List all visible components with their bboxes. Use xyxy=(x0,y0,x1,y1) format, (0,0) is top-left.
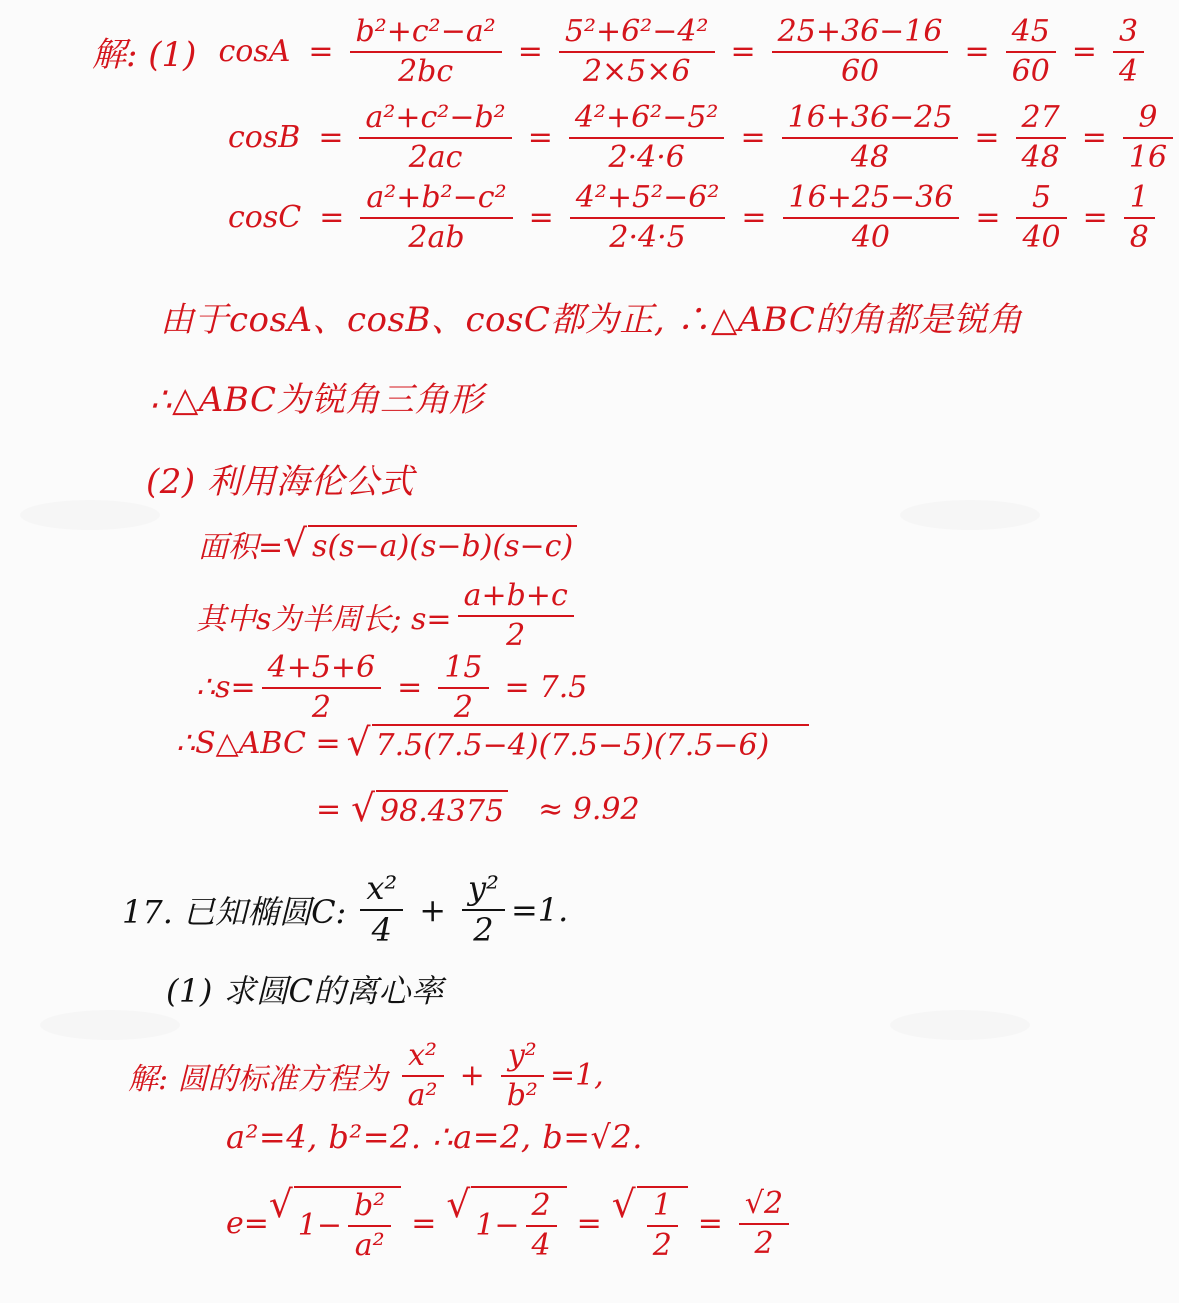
equals: = xyxy=(527,120,553,156)
acute-triangle-conclusion: ∴△ABC为锐角三角形 xyxy=(150,380,484,420)
fraction-bar xyxy=(1016,217,1066,220)
denominator: 40 xyxy=(1022,220,1061,255)
fraction-bar xyxy=(501,1075,544,1078)
denominator: 2 xyxy=(754,1226,774,1261)
denominator: b² xyxy=(506,1078,538,1113)
cosA-label: cosA xyxy=(218,34,291,70)
cosC-sub-frac xyxy=(570,182,726,254)
radical-sign: √ xyxy=(268,1182,293,1226)
numerator: y² xyxy=(507,1038,537,1073)
q17-part1-question: (1) 求圆C的离心率 xyxy=(166,972,444,1010)
watermark xyxy=(40,1010,180,1040)
radicand: 98.4375 xyxy=(376,790,508,829)
area-result-sqrt xyxy=(351,786,508,830)
watermark xyxy=(20,500,160,530)
area-approx: ≈ 9.92 xyxy=(538,792,640,827)
cosA-row xyxy=(92,16,1150,88)
equals: = xyxy=(730,34,756,70)
q17-std-frac-y xyxy=(501,1040,544,1112)
numerator: b²+c²−a² xyxy=(355,14,496,49)
equals: = xyxy=(318,120,344,156)
cosA-num-frac xyxy=(772,16,949,88)
q17-stem-row xyxy=(122,869,569,950)
radicand: 7.5(7.5−4)(7.5−5)(7.5−6) xyxy=(372,724,810,763)
numerator: 4²+6²−5² xyxy=(574,100,719,135)
fraction-bar xyxy=(438,687,488,690)
part2-title: (2) 利用海伦公式 xyxy=(146,462,414,502)
fraction-bar xyxy=(1006,51,1056,54)
fraction-bar xyxy=(458,615,574,618)
q17-solution-suffix: =1, xyxy=(549,1058,604,1094)
q17-std-frac-x xyxy=(402,1040,444,1112)
radical-sign: √ xyxy=(611,1182,636,1226)
equals: = xyxy=(1082,200,1108,236)
numerator: 4²+5²−6² xyxy=(575,180,720,215)
numerator: 1 xyxy=(652,1188,672,1223)
q17-ab-values: a²=4, b²=2. ∴a=2, b=√2. xyxy=(226,1118,643,1156)
denominator: 2ac xyxy=(408,140,463,175)
plus: + xyxy=(459,1058,485,1094)
math-text: 1− xyxy=(475,1208,520,1244)
equals: = xyxy=(504,670,530,706)
cosA-result-frac xyxy=(1113,16,1144,88)
numerator: 25+36−16 xyxy=(777,14,943,49)
numerator: 27 xyxy=(1021,100,1060,135)
radical-sign: √ xyxy=(351,786,376,830)
denominator: 8 xyxy=(1129,220,1149,255)
q17-stem-frac-y xyxy=(462,869,505,950)
fraction xyxy=(647,1190,678,1262)
denominator: 48 xyxy=(850,140,890,175)
numerator: x² xyxy=(366,869,398,907)
radical-sign: √ xyxy=(283,520,308,565)
ecc-result-frac xyxy=(739,1188,789,1260)
equals: = xyxy=(975,200,1001,236)
radicand xyxy=(637,1186,688,1262)
heron-area-row xyxy=(198,522,577,566)
fraction-bar xyxy=(359,137,511,140)
radical-sign: √ xyxy=(346,720,371,764)
ecc-sqrt-1 xyxy=(268,1182,401,1263)
fraction xyxy=(348,1190,391,1262)
numerator: a²+b²−c² xyxy=(366,180,507,215)
radicand: s(s−a)(s−b)(s−c) xyxy=(308,525,577,564)
denominator: 2 xyxy=(506,618,526,653)
equals: = xyxy=(316,792,342,827)
denominator: 40 xyxy=(851,220,890,255)
semi-perimeter-calc-row xyxy=(196,652,587,724)
fraction-bar xyxy=(1113,51,1144,54)
area-label: 面积= xyxy=(198,530,284,565)
cosC-row xyxy=(228,182,1161,254)
numerator: 1 xyxy=(1129,180,1149,215)
cosB-formula-frac xyxy=(359,102,511,174)
fraction-bar xyxy=(569,137,725,140)
cosC-label: cosC xyxy=(228,200,302,236)
denominator: 2·4·5 xyxy=(609,220,686,255)
plus: + xyxy=(419,890,447,929)
cosC-formula-frac xyxy=(360,182,512,254)
eccentricity-row xyxy=(226,1182,795,1263)
s-calc-result: 7.5 xyxy=(539,670,588,706)
fraction-bar xyxy=(360,217,512,220)
numerator: y² xyxy=(468,869,499,907)
cosB-num-frac xyxy=(782,102,959,174)
fraction-bar xyxy=(782,137,959,140)
cosA-sub-frac xyxy=(559,16,715,88)
denominator: a² xyxy=(354,1228,385,1263)
denominator: 48 xyxy=(1021,140,1060,175)
numerator: 16+25−36 xyxy=(788,180,954,215)
watermark xyxy=(890,1010,1030,1040)
numerator: a²+c²−b² xyxy=(365,100,506,135)
area-substitution-sqrt xyxy=(346,720,810,764)
q17-stem-suffix: =1. xyxy=(510,890,569,929)
denominator: 2 xyxy=(473,911,494,950)
fraction-bar xyxy=(1123,137,1173,140)
fraction-bar xyxy=(350,51,502,54)
equals: = xyxy=(319,200,345,236)
semi-perimeter-def-row xyxy=(196,580,580,652)
equals: = xyxy=(964,34,990,70)
numerator: 5²+6²−4² xyxy=(564,14,709,49)
q17-stem-frac-x xyxy=(360,869,403,950)
cosB-label: cosB xyxy=(228,120,301,156)
radicand xyxy=(294,1186,401,1262)
equals: = xyxy=(528,200,554,236)
numerator: 15 xyxy=(444,650,483,685)
numerator: 4+5+6 xyxy=(267,650,376,685)
numerator: b² xyxy=(354,1188,386,1223)
q17-stem-prefix: 17. 已知椭圆C: xyxy=(122,892,347,931)
fraction-bar xyxy=(559,51,715,54)
denominator: 60 xyxy=(840,54,880,89)
denominator: 4 xyxy=(371,911,392,950)
denominator: 60 xyxy=(1011,54,1050,89)
semi-perimeter-label: 其中s为半周长; s= xyxy=(196,601,452,637)
fraction-bar xyxy=(739,1223,789,1226)
cosB-sub-frac xyxy=(569,102,725,174)
area-substitution-row xyxy=(176,720,809,764)
area-result-row xyxy=(316,786,640,830)
numerator: 9 xyxy=(1138,100,1158,135)
fraction-bar xyxy=(262,687,382,690)
radicand xyxy=(471,1186,566,1262)
numerator: 5 xyxy=(1032,180,1052,215)
cosB-row xyxy=(228,102,1179,174)
denominator: 2 xyxy=(652,1228,672,1263)
eccentricity-label: e= xyxy=(226,1206,269,1242)
radical-sign: √ xyxy=(446,1182,471,1226)
cosC-num-frac xyxy=(783,182,960,254)
equals: = xyxy=(397,670,423,706)
denominator: 2 xyxy=(453,690,473,725)
equals: = xyxy=(1081,120,1107,156)
numerator: 3 xyxy=(1118,14,1139,49)
equals: = xyxy=(411,1206,437,1242)
denominator: 2ab xyxy=(408,220,465,255)
denominator: 2 xyxy=(311,690,331,725)
acute-angles-reason: 由于cosA、cosB、cosC都为正, ∴△ABC的角都是锐角 xyxy=(160,300,1023,340)
numerator: 45 xyxy=(1011,14,1050,49)
numerator: a+b+c xyxy=(463,578,568,613)
ecc-sqrt-2 xyxy=(446,1182,566,1263)
denominator: 16 xyxy=(1128,140,1168,175)
s-calc-frac-1 xyxy=(262,652,382,724)
denominator: 4 xyxy=(1118,54,1139,89)
cosC-reduced-frac xyxy=(1016,182,1066,254)
solution-prefix: 解: (1) xyxy=(92,35,197,76)
fraction-bar xyxy=(647,1225,678,1228)
fraction-bar xyxy=(1124,217,1155,220)
q17-solution-row xyxy=(128,1040,604,1112)
equals: = xyxy=(741,200,767,236)
q17-solution-prefix: 解: 圆的标准方程为 xyxy=(128,1061,388,1097)
math-text: 1− xyxy=(297,1208,343,1244)
fraction xyxy=(526,1190,557,1262)
ecc-sqrt-3 xyxy=(611,1182,688,1263)
fraction-bar xyxy=(1016,137,1066,140)
cosC-result-frac xyxy=(1124,182,1155,254)
area-sqrt xyxy=(283,520,577,565)
denominator: 2×5×6 xyxy=(582,54,691,89)
cosB-result-frac xyxy=(1123,102,1173,174)
equals: = xyxy=(308,34,334,70)
fraction-bar xyxy=(772,51,949,54)
equals: = xyxy=(576,1206,602,1242)
watermark xyxy=(900,500,1040,530)
equals: = xyxy=(974,120,1000,156)
cosB-reduced-frac xyxy=(1016,102,1066,174)
fraction-bar xyxy=(402,1075,444,1078)
equals: = xyxy=(1071,34,1097,70)
numerator: 16+36−25 xyxy=(787,100,953,135)
equals: = xyxy=(697,1206,723,1242)
numerator: √2 xyxy=(744,1186,784,1221)
denominator: 2bc xyxy=(398,54,454,89)
numerator: x² xyxy=(408,1038,438,1073)
denominator: 4 xyxy=(531,1228,551,1263)
equals: = xyxy=(740,120,766,156)
cosA-reduced-frac xyxy=(1006,16,1056,88)
equals: = xyxy=(517,34,543,70)
fraction-bar xyxy=(570,217,726,220)
s-calc-frac-2 xyxy=(438,652,488,724)
triangle-area-label: ∴S△ABC = xyxy=(176,726,341,761)
fraction-bar xyxy=(783,217,960,220)
fraction-bar xyxy=(526,1225,557,1228)
denominator: 2·4·6 xyxy=(608,140,685,175)
fraction-bar xyxy=(348,1225,391,1228)
semi-perimeter-frac xyxy=(458,580,574,652)
cosA-formula-frac xyxy=(350,16,502,88)
numerator: 2 xyxy=(531,1188,551,1223)
s-calc-label: ∴s= xyxy=(196,670,256,706)
denominator: a² xyxy=(407,1078,438,1113)
